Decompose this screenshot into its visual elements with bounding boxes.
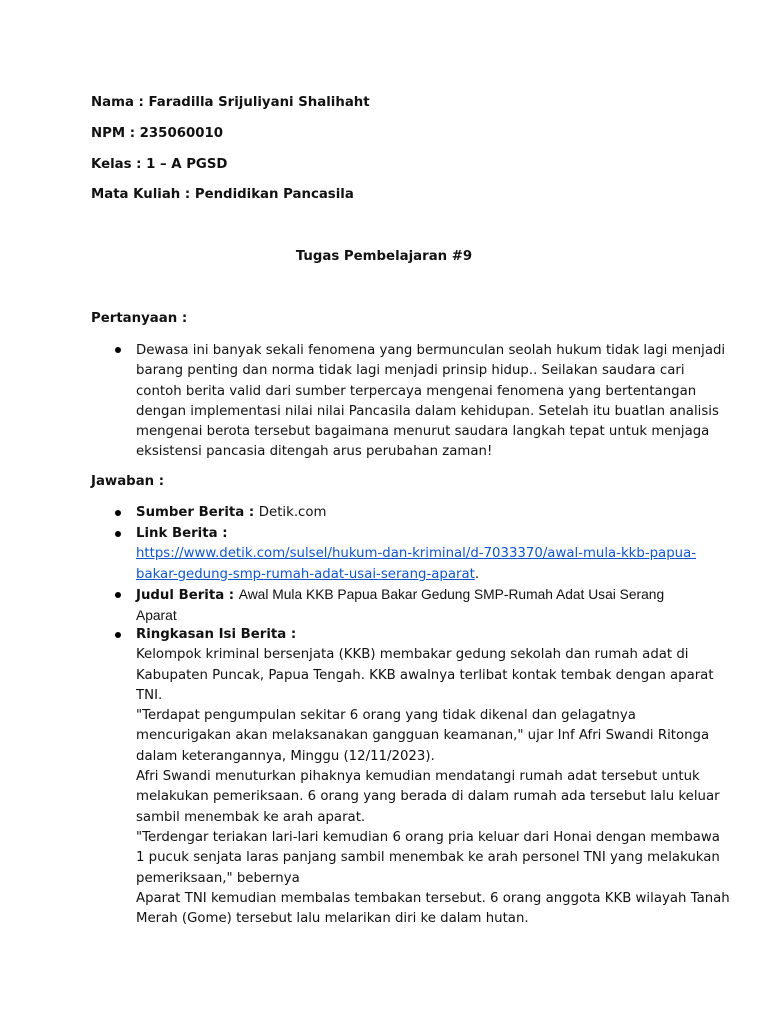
summary-line: dalam keterangannya, Minggu (12/11/2023). [136, 748, 435, 764]
summary-line: "Terdengar teriakan lari-lari kemudian 6 orang pria keluar dari Honai dengan membawa [136, 829, 720, 845]
student-class: Kelas : 1 – A PGSD [91, 157, 228, 172]
student-npm: NPM : 235060010 [91, 126, 223, 141]
headline-text-1: Awal Mula KKB Papua Bakar Gedung SMP-Rumah Adat Usai Serang [238, 587, 665, 602]
student-name: Nama : Faradilla Srijuliyani Shalihaht [91, 95, 370, 110]
summary-item [136, 625, 730, 929]
headline-text-2: Aparat [136, 608, 177, 624]
document-title: Tugas Pembelajaran #9 [295, 249, 473, 264]
question-line: barang penting dan norma tidak lagi menjadi prinsip hidup.. Seilakan saudara cari [136, 363, 685, 379]
bullet-icon [115, 510, 121, 516]
summary-line: Afri Swandi menuturkan pihaknya kemudian mendatangi rumah adat tersebut untuk [136, 769, 700, 785]
summary-line: "Terdapat pengumpulan sekitar 6 orang yang tidak dikenal dan gelagatnya [136, 708, 636, 724]
bullet-icon [115, 347, 121, 353]
source-value: Detik.com [258, 505, 327, 520]
summary-line: Aparat TNI kemudian membalas tembakan tersebut. 6 orang anggota KKB wilayah Tanah [136, 890, 730, 906]
bullet-icon [115, 531, 121, 537]
bullet-icon [115, 632, 121, 638]
summary-line: Kelompok kriminal bersenjata (KKB) membakar gedung sekolah dan rumah adat di [136, 647, 689, 663]
question-line: contoh berita valid dari sumber terpercaya mengenai fenomena yang bertentangan [136, 383, 697, 399]
news-link-line-2[interactable]: bakar-gedung-smp-rumah-adat-usai-serang-aparat [136, 566, 475, 582]
headline-label: Judul Berita : [136, 588, 239, 603]
summary-line: 1 pucuk senjata laras panjang sambil menembak ke arah personel TNI yang melakukan [136, 850, 720, 866]
headline-item [136, 585, 696, 627]
answer-heading: Jawaban : [91, 474, 165, 489]
source-item [136, 503, 696, 523]
question-heading: Pertanyaan : [91, 311, 188, 326]
link-item [136, 524, 696, 585]
summary-line: Kabupaten Puncak, Papua Tengah. KKB awalnya terlibat kontak tembak dengan aparat [136, 667, 714, 683]
bullet-icon [115, 592, 121, 598]
question-line: Dewasa ini banyak sekali fenomena yang bermunculan seolah hukum tidak lagi menjadi [136, 343, 726, 358]
question-text [136, 341, 726, 463]
summary-line: Merah (Gome) tersebut lalu melarikan diri ke dalam hutan. [136, 911, 529, 927]
summary-line: mencurigakan akan melaksanakan gangguan keamanan," ujar Inf Afri Swandi Ritonga [136, 728, 710, 744]
question-line: mengenai berota tersebut bagaimana menurut saudara langkah tepat untuk menjaga [136, 424, 710, 440]
link-label: Link Berita : [136, 526, 228, 541]
summary-line: sambil menembak ke arah aparat. [136, 809, 366, 825]
question-line: dengan implementasi nilai nilai Pancasila dalam kehidupan. Setelah itu buatlan analisis [136, 403, 719, 419]
news-link-line-1[interactable]: https://www.detik.com/sulsel/hukum-dan-kriminal/d-7033370/awal-mula-kkb-papua- [136, 546, 697, 562]
question-line: eksistensi pancasia ditengah arus perubahan zaman! [136, 444, 493, 460]
summary-line: TNI. [136, 687, 163, 703]
summary-label: Ringkasan Isi Berita : [136, 627, 297, 642]
source-label: Sumber Berita : [136, 505, 259, 520]
summary-line: melakukan pemeriksaan. 6 orang yang berada di dalam rumah ada tersebut lalu keluar [136, 789, 720, 805]
link-period: . [474, 566, 480, 582]
course-name: Mata Kuliah : Pendidikan Pancasila [91, 187, 354, 202]
summary-line: pemeriksaan," bebernya [136, 870, 300, 886]
